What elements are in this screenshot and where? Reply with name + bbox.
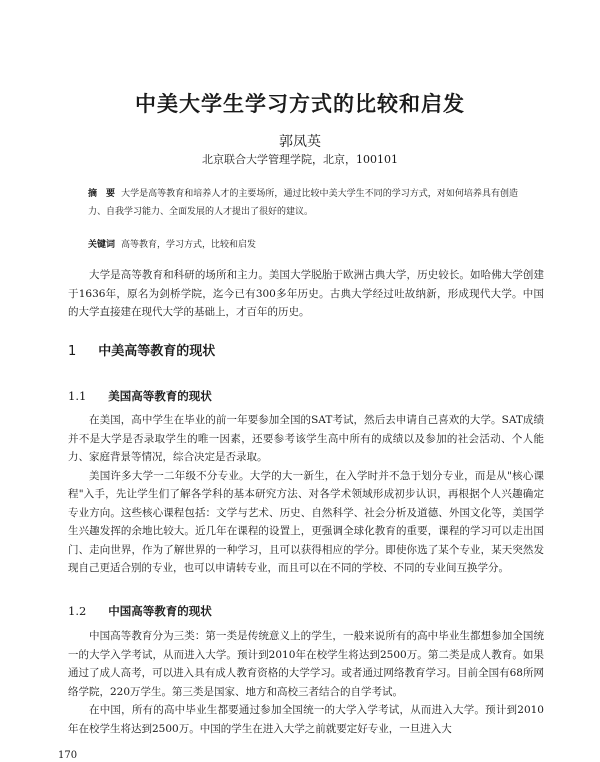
body-paragraph: 在美国，高中学生在毕业的前一年要参加全国的SAT考试，然后去申请自己喜欢的大学。SAT成绩并不是大学是否录取学生的唯一因素，还要参考该学生高中所有的成绩以及参加的社会活动、个人能力、家庭背景等情况，综合决定是否录取。 bbox=[68, 414, 544, 463]
keywords bbox=[88, 238, 518, 252]
section-title: 中美高等教育的现状 bbox=[98, 344, 216, 359]
subsection-title: 中国高等教育的现状 bbox=[108, 604, 212, 618]
body-paragraph: 美国许多大学一二年级不分专业。大学的大一新生，在入学时并不急于划分专业，而是从"核心课程"入手，先让学生们了解各学科的基本研究方法、对各学术领域形成初步认识，再根据个人兴趣确定专业方向。这些核心课程包括：文学与艺术、历史、自然科学、社会分析及道德、外国文化等，美国学生兴趣发挥的余地比较大。近几年在课程的设置上，更强调全球化教育的重要，课程的学习可以走出国门、走向世界，作为了解世界的一种学习，且可以获得相应的学分。即使你选了某个专业，某天突然发现自己更适合别的专业，也可以申请转专业，而且可以在不同的学校、不同的专业间互换学分。 bbox=[68, 469, 544, 574]
intro-section bbox=[68, 266, 544, 322]
section-heading bbox=[68, 340, 215, 359]
subsection-number: 1.1 bbox=[68, 389, 87, 403]
author-name: 郭凤英 bbox=[279, 134, 321, 150]
page-number: 170 bbox=[58, 750, 78, 761]
subsection-body bbox=[68, 627, 544, 738]
author-affiliation: 北京联合大学管理学院，北京，100101 bbox=[202, 153, 398, 166]
keywords-text: 高等教育，学习方式，比较和启发 bbox=[121, 240, 257, 250]
subsection-number: 1.2 bbox=[68, 604, 87, 618]
section-number: 1 bbox=[68, 344, 77, 359]
subsection-title: 美国高等教育的现状 bbox=[108, 389, 212, 403]
subsection-heading bbox=[68, 388, 212, 404]
abstract bbox=[88, 185, 518, 221]
abstract-label: 摘 要 bbox=[88, 189, 116, 199]
keywords-label: 关键词 bbox=[88, 240, 116, 250]
abstract-text: 大学是高等教育和培养人才的主要场所，通过比较中美大学生不同的学习方式，对如何培养具有创造力、自我学习能力、全面发展的人才提出了很好的建议。 bbox=[88, 189, 518, 217]
body-paragraph: 中国高等教育分为三类：第一类是传统意义上的学生，一般来说所有的高中毕业生都想参加全国统一的大学入学考试，从而进入大学。预计到2010年在校学生将达到2500万。第二类是成人教育。如果通过了成人高考，可以进入具有成人教育资格的大学学习。或者通过网络教育学习。目前全国有68所网络学院，220万学生。第三类是国家、地方和高校三者结合的自学考试。 bbox=[68, 630, 544, 698]
intro-paragraph: 大学是高等教育和科研的场所和主力。美国大学脱胎于欧洲古典大学，历史较长。如哈佛大学创建于1636年，原名为剑桥学院，迄今已有300多年历史。古典大学经过吐故纳新，形成现代大学。中国的大学直接建在现代大学的基础上，才百年的历史。 bbox=[68, 269, 544, 318]
paper-title: 中美大学生学习方式的比较和启发 bbox=[135, 92, 465, 116]
subsection-body bbox=[68, 411, 544, 578]
body-paragraph: 在中国，所有的高中毕业生都要通过参加全国统一的大学入学考试，从而进入大学。预计到2010年在校学生将达到2500万。中国的学生在进入大学之前就要定好专业，一旦进入大 bbox=[68, 704, 544, 735]
subsection-heading bbox=[68, 603, 212, 619]
